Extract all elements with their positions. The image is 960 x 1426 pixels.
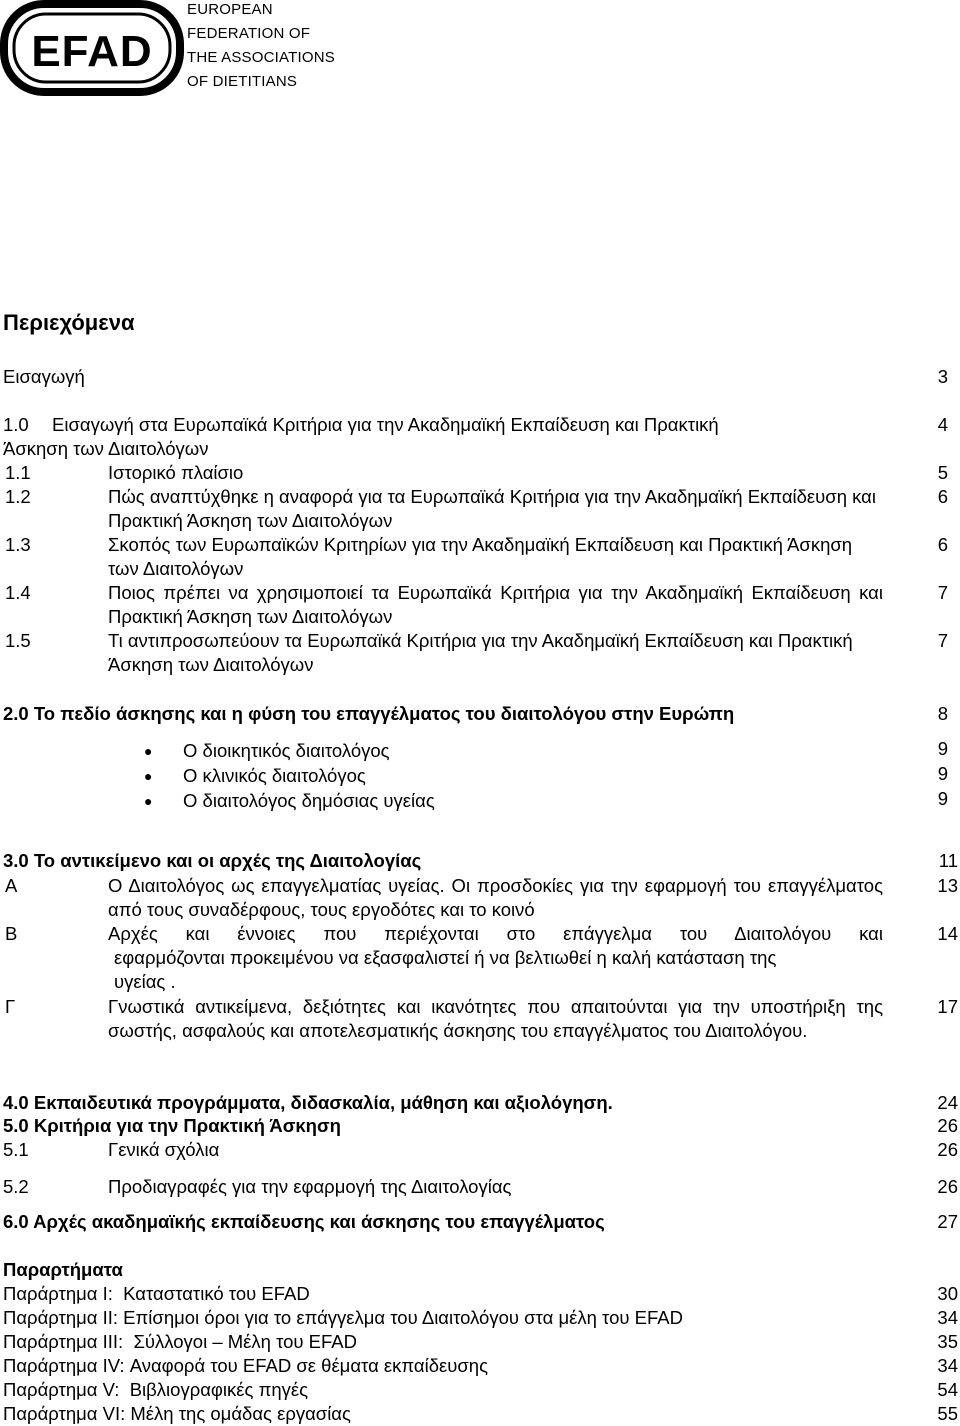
toc-item-text: Ποιος πρέπει να χρησιμοποιεί τα Ευρωπαϊκά Κριτήρια για την Ακαδημαϊκή Εκπαίδευση και Πρακτική Άσκηση των Διαιτολόγων bbox=[108, 582, 883, 627]
toc-item-text: Γνωστικά αντικείμενα, δεξιότητες και ικανότητες που απαιτούνται για την υποστήριξη της σωστής, ασφαλούς και αποτελεσματικής άσκησης του επαγγέλματος του Διαιτολόγου. bbox=[108, 996, 883, 1041]
toc-item-num: 5.2 bbox=[3, 1176, 29, 1197]
sec1-heading-page: 4 bbox=[937, 414, 948, 435]
toc-item-letter: Β bbox=[5, 923, 18, 944]
sec1-heading-line2: Άσκηση των Διαιτολόγων bbox=[3, 438, 209, 459]
toc-item-num: 1.2 bbox=[5, 486, 31, 507]
appendix-page: 35 bbox=[937, 1331, 958, 1352]
toc-item-page: 5 bbox=[937, 462, 948, 483]
sec3-heading: 3.0 Το αντικείμενο και οι αρχές της Διαιτολογίας bbox=[3, 850, 422, 871]
toc-item-num: 1.4 bbox=[5, 582, 31, 603]
toc-item-page: 13 bbox=[937, 875, 958, 896]
sec2-heading: 2.0 Το πεδίο άσκησης και η φύση του επαγγέλματος του διαιτολόγου στην Ευρώπη bbox=[3, 703, 735, 724]
toc-item-text: Πώς αναπτύχθηκε η αναφορά για τα Ευρωπαϊκά Κριτήρια για την Ακαδημαϊκή Εκπαίδευση και Πρακτική Άσκηση των Διαιτολόγων bbox=[108, 486, 876, 531]
appendix-page: 55 bbox=[937, 1403, 958, 1424]
logo-text: EFAD bbox=[31, 27, 153, 76]
toc-item-page: 26 bbox=[937, 1139, 958, 1160]
toc-item-page: 26 bbox=[937, 1176, 958, 1197]
bullet-icon: ● bbox=[144, 793, 153, 809]
toc-intro-label: Εισαγωγή bbox=[3, 366, 85, 387]
toc-item-letter: Α bbox=[5, 875, 18, 896]
appendix-page: 34 bbox=[937, 1355, 958, 1376]
toc-item-num: 1.1 bbox=[5, 462, 31, 483]
sec5-page: 26 bbox=[937, 1115, 958, 1136]
bullet-text: Ο διαιτολόγος δημόσιας υγείας bbox=[183, 790, 435, 811]
appendices-title: Παραρτήματα bbox=[3, 1259, 123, 1280]
appendix-item: Παράρτημα ΙΙΙ: Σύλλογοι – Μέλη του EFAD bbox=[3, 1331, 357, 1352]
sec4-heading: 4.0 Εκπαιδευτικά προγράμματα, διδασκαλία, μάθηση και αξιολόγηση. bbox=[3, 1092, 613, 1113]
sec6-heading: 6.0 Αρχές ακαδημαϊκής εκπαίδευσης και άσκησης του επαγγέλματος bbox=[3, 1211, 605, 1232]
toc-item-page: 7 bbox=[937, 582, 948, 603]
toc-item-page: 7 bbox=[937, 630, 948, 651]
bullet-icon: ● bbox=[144, 768, 153, 784]
sec5-heading: 5.0 Κριτήρια για την Πρακτική Άσκηση bbox=[3, 1115, 341, 1136]
toc-item-num: 1.5 bbox=[5, 630, 31, 651]
toc-title: Περιεχόμενα bbox=[3, 310, 135, 335]
appendix-item: Παράρτημα V: Βιβλιογραφικές πηγές bbox=[3, 1379, 309, 1400]
toc-item-text: Ιστορικό πλαίσιο bbox=[108, 462, 244, 483]
sec1-heading-num: 1.0 bbox=[3, 414, 29, 435]
efad-logo-graphic bbox=[0, 0, 184, 96]
sec2-page: 8 bbox=[937, 703, 948, 724]
appendix-page: 34 bbox=[937, 1307, 958, 1328]
toc-item-page: 6 bbox=[937, 486, 948, 507]
sec3-page: 11 bbox=[938, 850, 958, 871]
appendix-page: 54 bbox=[937, 1379, 958, 1400]
org-name-line-2: FEDERATION OF bbox=[187, 25, 311, 42]
appendix-item: Παράρτημα ΙΙ: Επίσημοι όροι για το επάγγελμα του Διαιτολόγου στα μέλη του EFAD bbox=[3, 1307, 683, 1328]
bullet-text: Ο διοικητικός διαιτολόγος bbox=[183, 740, 390, 761]
efad-logo bbox=[0, 0, 184, 96]
appendix-item: Παράρτημα VI: Μέλη της ομάδας εργασίας bbox=[3, 1403, 351, 1424]
org-name-line-1: EUROPEAN bbox=[187, 1, 273, 18]
bullet-icon: ● bbox=[144, 743, 153, 759]
bullet-page: 9 bbox=[937, 738, 948, 759]
org-name-line-3: THE ASSOCIATIONS bbox=[187, 49, 335, 66]
toc-item-page: 17 bbox=[937, 996, 958, 1017]
toc-item-page: 14 bbox=[937, 923, 958, 944]
toc-item-page: 6 bbox=[937, 534, 948, 555]
toc-item-text: Προδιαγραφές για την εφαρμογή της Διαιτολογίας bbox=[108, 1176, 512, 1197]
toc-item-text: Ο Διαιτολόγος ως επαγγελματίας υγείας. Οι προσδοκίες για την εφαρμογή του επαγγέλματος από τους συναδέρφους, τους εργοδότες και το κοινό bbox=[108, 875, 883, 920]
toc-item-letter: Γ bbox=[5, 996, 16, 1017]
toc-intro-page: 3 bbox=[937, 366, 948, 387]
org-name-line-4: OF DIETITIANS bbox=[187, 73, 298, 90]
toc-item-text-line3: υγείας . bbox=[114, 971, 176, 992]
appendix-item: Παράρτημα Ι: Καταστατικό του EFAD bbox=[3, 1283, 310, 1304]
appendix-item: Παράρτημα IV: Αναφορά του EFAD σε θέματα εκπαίδευσης bbox=[3, 1355, 489, 1376]
bullet-page: 9 bbox=[937, 788, 948, 809]
bullet-text: Ο κλινικός διαιτολόγος bbox=[183, 765, 366, 786]
appendix-page: 30 bbox=[937, 1283, 958, 1304]
toc-item-text: Σκοπός των Ευρωπαϊκών Κριτηρίων για την Ακαδημαϊκή Εκπαίδευση και Πρακτική Άσκηση των Διαιτολόγων bbox=[108, 534, 853, 579]
toc-item-num: 1.3 bbox=[5, 534, 31, 555]
toc-item-text-line1: Αρχές και έννοιες που περιέχονται στο επάγγελμα του Διαιτολόγου και bbox=[108, 923, 883, 944]
toc-item-text-line2: εφαρμόζονται προκειμένου να εξασφαλιστεί ή να βελτιωθεί η καλή κατάσταση της bbox=[114, 947, 777, 968]
sec1-heading-line1: Εισαγωγή στα Ευρωπαϊκά Κριτήρια για την Ακαδημαϊκή Εκπαίδευση και Πρακτική bbox=[52, 414, 719, 435]
toc-item-num: 5.1 bbox=[3, 1139, 29, 1160]
sec4-page: 24 bbox=[937, 1092, 958, 1113]
sec6-page: 27 bbox=[937, 1211, 958, 1232]
toc-item-text: Γενικά σχόλια bbox=[108, 1139, 220, 1160]
toc-item-text: Τι αντιπροσωπεύουν τα Ευρωπαϊκά Κριτήρια για την Ακαδημαϊκή Εκπαίδευση και Πρακτική Άσκηση των Διαιτολόγων bbox=[108, 630, 853, 675]
bullet-page: 9 bbox=[937, 763, 948, 784]
